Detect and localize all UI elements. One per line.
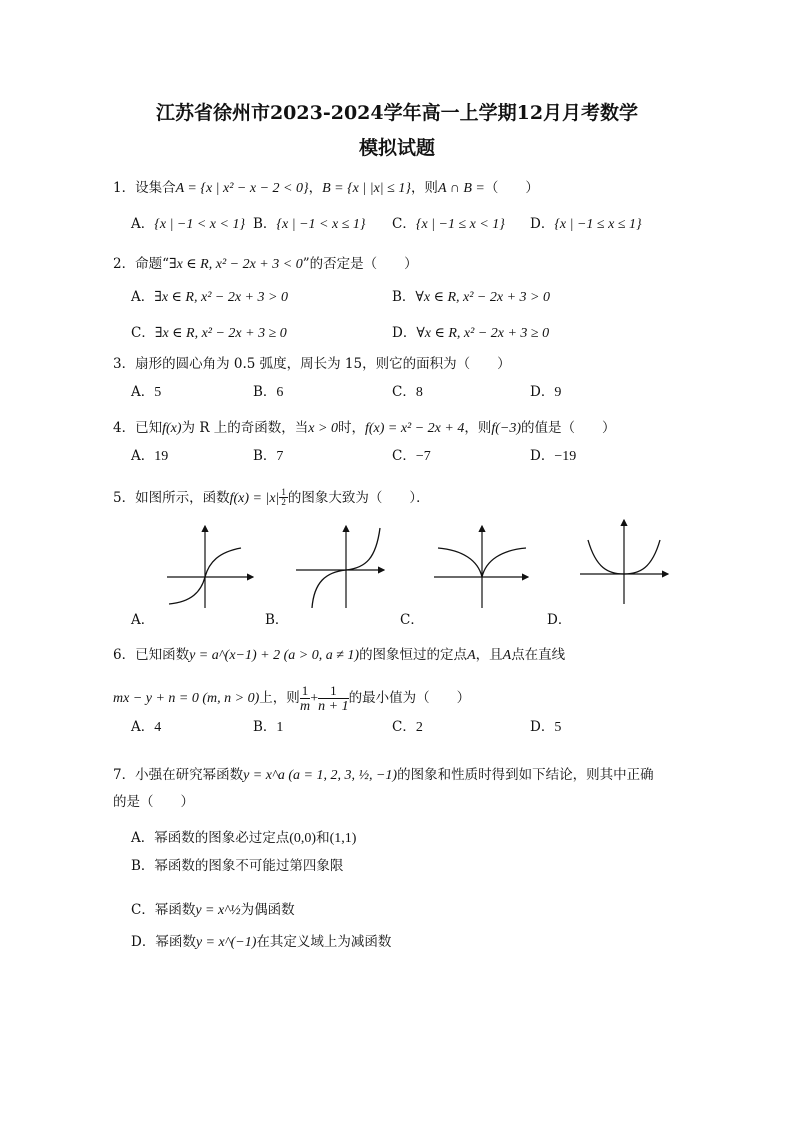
q1-option-b[interactable]: B．{x | −1 < x ≤ 1} [253, 216, 366, 232]
graph-d-label: D． [547, 612, 572, 628]
q6-option-c[interactable]: C．2 [392, 719, 423, 735]
q1-set-a: A = {x | x² − x − 2 < 0} [175, 181, 309, 196]
q2-stem: 2．命题“∃x ∈ R, x² − 2x + 3 < 0”的否定是（ ） [113, 256, 418, 272]
q2-option-b[interactable]: B．∀x ∈ R, x² − 2x + 3 > 0 [392, 289, 550, 305]
q1-set-b: B = {x | |x| ≤ 1} [322, 181, 411, 196]
q4-option-d[interactable]: D．−19 [530, 448, 577, 464]
q3-stem: 3．扇形的圆心角为 0.5 弧度，周长为 15，则它的面积为（ ） [113, 356, 511, 372]
q2-option-c[interactable]: C．∃x ∈ R, x² − 2x + 3 ≥ 0 [131, 325, 287, 341]
q6-option-a[interactable]: A．4 [131, 719, 162, 735]
q3-option-b[interactable]: B．6 [253, 384, 284, 400]
q7-option-d[interactable]: D．幂函数y = x^(−1)在其定义域上为减函数 [131, 934, 392, 950]
q1-option-c[interactable]: C．{x | −1 ≤ x < 1} [392, 216, 505, 232]
graph-d[interactable] [578, 516, 672, 606]
q4-option-c[interactable]: C．−7 [392, 448, 431, 464]
q6-fraction-2: $\frac{1}{n + 1}$ [318, 683, 349, 714]
q4-option-a[interactable]: A．19 [131, 448, 169, 464]
q6-line2: mx − y + n = 0 (m, n > 0)上，则 $\frac{1}{m}$ + $\frac{1}{n + 1}$ 的最小值为（ ） [113, 683, 471, 714]
q7-option-c[interactable]: C．幂函数y = x^½为偶函数 [131, 902, 295, 918]
q4-stem: 4．已知f(x)为 R 上的奇函数，当x > 0时，f(x) = x² − 2x + 4，则f(−3)的值是（ ） [113, 420, 616, 436]
q3-option-c[interactable]: C．8 [392, 384, 423, 400]
graph-b[interactable] [294, 522, 388, 610]
q7-stem-line2: 的是（ ） [113, 794, 194, 810]
graph-a[interactable] [165, 522, 257, 610]
graph-b-label: B． [265, 612, 289, 628]
q1-option-a[interactable]: A．{x | −1 < x < 1} [131, 216, 246, 232]
q6-fraction-1: $\frac{1}{m}$ [299, 683, 311, 714]
q7-option-b[interactable]: B．幂函数的图象不可能过第四象限 [131, 858, 344, 874]
q2-option-d[interactable]: D．∀x ∈ R, x² − 2x + 3 ≥ 0 [392, 325, 550, 341]
page-title: 江苏省徐州市2023-2024学年高一上学期12月月考数学 [155, 102, 639, 124]
q1-stem: 1．设集合A = {x | x² − x − 2 < 0}，B = {x | |x| ≤ 1}，则A ∩ B =（ ） [113, 180, 539, 196]
q6-stem: 6．已知函数y = a^(x−1) + 2 (a > 0, a ≠ 1)的图象恒过的定点A，且A点在直线 [113, 647, 566, 663]
graph-a-label: A． [131, 612, 155, 628]
page-subtitle: 模拟试题 [358, 137, 435, 159]
q3-option-d[interactable]: D．9 [530, 384, 562, 400]
q2-option-a[interactable]: A．∃x ∈ R, x² − 2x + 3 > 0 [131, 289, 288, 305]
q4-option-b[interactable]: B．7 [253, 448, 284, 464]
q7-option-a[interactable]: A．幂函数的图象必过定点(0,0)和(1,1) [131, 830, 357, 846]
q7-stem: 7．小强在研究幂函数y = x^a (a = 1, 2, 3, ½, −1)的图象和性质时得到如下结论，则其中正确 [113, 767, 654, 783]
graph-c-label: C． [400, 612, 424, 628]
q5-stem: 5．如图所示，函数f(x) = |x| $\frac{1}{2}$ 的图象大致为（ ）． [113, 487, 430, 507]
q3-option-a[interactable]: A．5 [131, 384, 162, 400]
q6-option-b[interactable]: B．1 [253, 719, 284, 735]
graph-c[interactable] [432, 522, 532, 610]
q5-exponent: $\frac{1}{2}$ [281, 487, 286, 507]
q6-option-d[interactable]: D．5 [530, 719, 562, 735]
q1-option-d[interactable]: D．{x | −1 ≤ x ≤ 1} [530, 216, 642, 232]
